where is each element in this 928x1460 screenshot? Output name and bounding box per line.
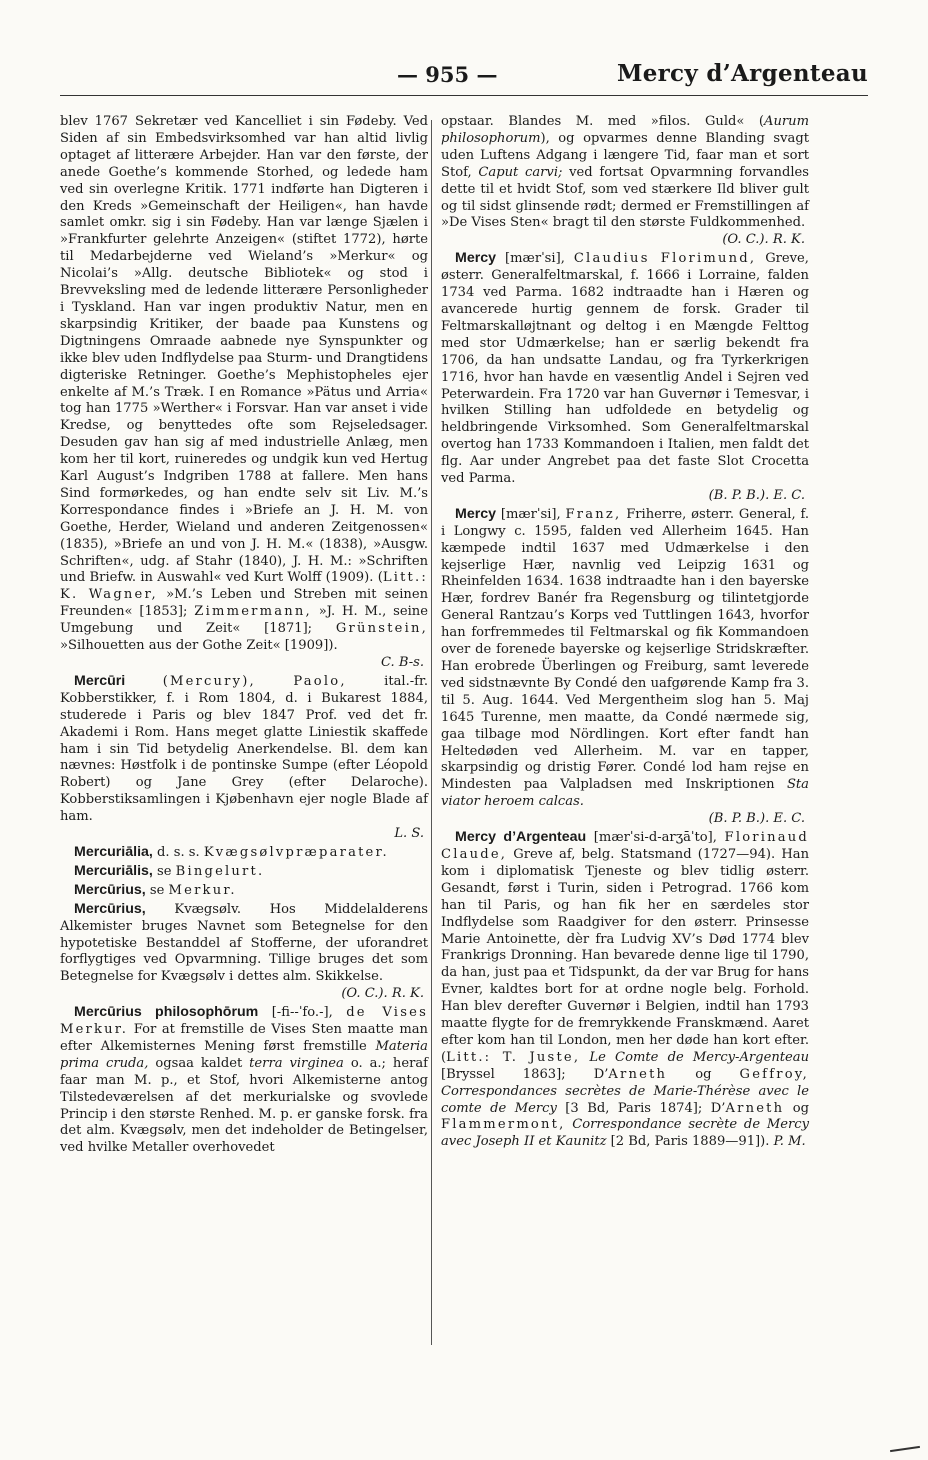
signature: (O. C.). R. K. (722, 232, 805, 248)
signature: C. B-s. (380, 655, 424, 670)
left-column (60, 114, 428, 1158)
signature: L. S. (394, 826, 424, 842)
signature: (B. P. B.). E. C. (708, 487, 805, 503)
headword: Mercy (455, 505, 497, 522)
page-number: — 955 — (397, 62, 498, 87)
page-header (60, 60, 868, 94)
entry-mercy-claudius: Mercy [mærˈsi], Claudius Florimund, Greve, østerr. Generalfeltmarskal, f. 1666 i Lorraine, falden 1734 ved Parma. 1682 indtraadte han i Hæren og avancerede hurtig gennem de forsk. Grader til Feltmarskalløjtnant og deltog i en Mængde Felttog med stor Udmærkelse; han er særlig bekendt fra 1706, da han undsatte Landau, og fra Tyrkerkrigen 1716, hvor han havde en væsentlig Andel i Sejren ved Peterwardein. Fra 1720 var han Guvernør i Temesvar, i hvilken Stilling han udfoldede en betydelig og heldbringende Virksomhed. Som Generalfeltmarskal overtog han 1733 Kommandoen i Italien, men faldt det flg. Aar under Angrebet paa det faste Slot Crocetta ved Parma. (B. P. B.). E. C. (441, 250, 809, 503)
entry-mercurius-philosophorum: Mercūrius philosophōrum [-fi--ˈfo.-], de Vises Merkur. For at fremstille de Vises Sten maatte man efter Alkemisternes Mening først fremstille Materia prima cruda, ogsaa kaldet terra virginea o. a.; heraf faar man M. p., et Stof, hvori Alkemisterne antog Tilstedeværelsen af det merkurialske og svovlede Princip i den største Renhed. M. p. er ganske forsk. fra det alm. Kvægsølv, men det indeholder de Betingelser, ved hvilke Metaller overhovedet (60, 1004, 429, 1156)
headword: Mercy d’Argenteau (455, 829, 587, 846)
headword: Mercūri (74, 672, 126, 689)
entry-mercurialis: Mercuriālis, se Bingelurt. (74, 862, 265, 879)
headword: Mercuriālis, (74, 862, 153, 879)
headword: Mercūrius philosophōrum (74, 1004, 259, 1021)
signature: P. M. (773, 1134, 806, 1150)
entry-mercuri: Mercūri (Mercury), Paolo, ital.-fr. Kobberstikker, f. i Rom 1804, d. i Bukarest 1884, studerede i Paris og blev 1847 Prof. ved det fr. Akademi i Rom. Hans meget glatte Liniestik skaffede ham i sin Tid betydelig Anerkendelse. Bl. dem kan nævnes: Høstfolk i de pontinske Sumpe (efter Léopold Robert) og Jane Grey (efter Delaroche). Kobberstiksamlingen i Kjøbenhavn ejer nogle Blade af ham. L. S. (60, 672, 428, 842)
headword: Mercuriālia, (74, 843, 153, 860)
signature: (B. P. B.). E. C. (708, 811, 805, 827)
column-divider (431, 120, 432, 1345)
entry-mercurius-2: Mercūrius, Kvægsølv. Hos Middelalderens Alkemister bruges Navnet som Betegnelse for den hypotetiske Bestanddel af Stofferne, der uforandret forflygtiges ved Opvarmning. Tillige bruges det som Betegnelse for Kvægsølv i dettes alm. Skikkelse. (O. C.). R. K. (60, 900, 428, 1002)
scan-mark (890, 1446, 920, 1452)
entry-mercy-franz: Mercy [mærˈsi], Franz, Friherre, østerr. General, f. i Longwy c. 1595, falden ved Allerheim 1645. Han kæmpede indtil 1637 med Udmærkelse i den kejserlige Hær, navnlig ved Leipzig 1631 og Rheinfelden 1634. 1638 indtraadte han i den bayerske Hær, fordrev Banér fra Regensburg og tilintetgjorde General Rantzau’s Korps ved Tuttlingen 1643, hvorfor han forfremmedes til Feltmarskal og fik Kommandoen over de forenede bayerske og kejserlige Stridskræfter. Han erobrede Überlingen og Freiburg, samt leverede ved sidstnævnte By Condé den uafgørende Kamp fra 3. til 5. Aug. 1644. Ved Mergentheim slog han 5. Maj 1645 Turenne, men maatte, da Condé nærmede sig, gaa tilbage mod Nördlingen. Kort efter fandt han Heltedøden ved Allerheim. M. var en tapper, skarpsindig og dristig Fører. Condé lod ham rejse en Mindesten paa Valpladsen med Inskriptionen Sta viator heroem calcas. (B. P. B.). E. C. (441, 505, 809, 827)
header-rule (60, 95, 868, 96)
headword: Mercūrius, (74, 900, 146, 917)
headword: Mercy (455, 250, 497, 267)
right-column (441, 114, 809, 1152)
entry-continuation: blev 1767 Sekretær ved Kancelliet i sin Fødeby. Ved Siden af sin Embedsvirksomhed var han altid livlig optaget af litterære Arbejder. Han var den første, der anede Goethe’s kommende Storhed, og ledede ham ved sin overlegne Kritik. 1771 indførte han Digteren i den Kreds »Gemeinschaft der Heiligen«, han havde samlet omkr. sig i sin Fødeby. Han var længe Sjælen i »Frankfurter gelehrte Anzeigen« (stiftet 1772), hørte til Medarbejderne ved Wieland’s »Merkur« og Nicolai’s »Allg. deutsche Bibliotek« og stod i Brevveksling med de ledende litterære Personligheder i Tyskland. Han var ingen produktiv Natur, men en skarpsindig Kritiker, der baade paa Kunstens og Digtningens Omraade aabnede nye Synspunkter og ikke blev uden Indflydelse paa Sturm- und Drangtidens digteriske Retninger. Goethe’s Mephistopheles ejer enkelte af M.’s Træk. I en Romance »Pätus und Arria« tog han 1775 »Werther« i Forsvar. Han var anset i vide Kredse, og benyttedes ofte som Rejseledsager. Desuden gav han sig af med industrielle Anlæg, men kom her til kort, ruineredes og undgik kun ved Hertug Karl August’s Indgriben 1788 at fallere. Men hans Sind formørkedes, og han endte selv sit Liv. M.’s Korrespondance findes i »Briefe an J. H. M. von Goethe, Herder, Wieland und anderen Zeitgenossen« (1835), »Briefe an und von J. H. M.« (1838), »Ausgw. Schriften«, udg. af Stahr (1840), J. H. M.: »Schriften und Briefw. in Auswahl« ved Kurt Wolff (1909). (Litt.: K. Wagner, »M.’s Leben und Streben mit seinen Freunden« [1853]; Zimmermann, »J. H. M., seine Umgebung und Zeit« [1871]; Grünstein, »Silhouetten aus der Gothe Zeit« [1909]). C. B-s. (60, 114, 428, 670)
entry-mercurialia: Mercuriālia, d. s. s. Kvægsølvpræparater. (74, 843, 389, 860)
entry-mercy-argenteau: Mercy d’Argenteau [mærˈsi-d-arʒāˈto], Florinaud Claude, Greve af, belg. Statsmand (1727—94). Han kom i diplomatisk Tjeneste og blev tidlig østerr. Gesandt, først i Turin, siden i Petrograd. 1766 kom han til Paris, og han fik her en særdeles stor Indflydelse som Raadgiver for den østerr. Prinsesse Marie Antoinette, dèr fra Ludvig XV’s Død 1774 blev Frankrigs Dronning. Han bevarede denne lige til 1790, da han, just paa et Tidspunkt, da der var Brug for hans Evner, kaldtes bort for at ordne nogle belg. Forhold. Han blev derefter Guvernør i Belgien, indtil han 1793 maatte flygte for de fremrykkende Franskmænd. Aaret efter kom han til London, men her døde han kort efter. (Litt.: T. Juste, Le Comte de Mercy-Argenteau [Bryssel 1863]; D’Arneth og Geffroy, Correspondances secrètes de Marie-Thérèse avec le comte de Mercy [3 Bd, Paris 1874]; D’Arneth og Flammermont, Correspondance secrète de Mercy avec Joseph II et Kaunitz [2 Bd, Paris 1889—91]). P. M. (441, 829, 810, 1150)
entry-continuation: opstaar. Blandes M. med »filos. Guld« (Aurum philosophorum), og opvarmes denne Blanding svagt uden Luftens Adgang i længere Tid, faar man et sort Stof, Caput carvi; ved fortsat Opvarmning forvandles dette til et hvidt Stof, som ved stærkere Ild bliver gult og til sidst glinsende rødt; dermed er Fremstillingen af »De Vises Sten« bragt til den største Fuldkommenhed. (O. C.). R. K. (441, 114, 809, 248)
entry-mercurius-1: Mercūrius, se Merkur. (74, 881, 237, 898)
running-head: Mercy d’Argenteau (616, 60, 868, 87)
signature: (O. C.). R. K. (341, 986, 424, 1002)
headword: Mercūrius, (74, 881, 146, 898)
